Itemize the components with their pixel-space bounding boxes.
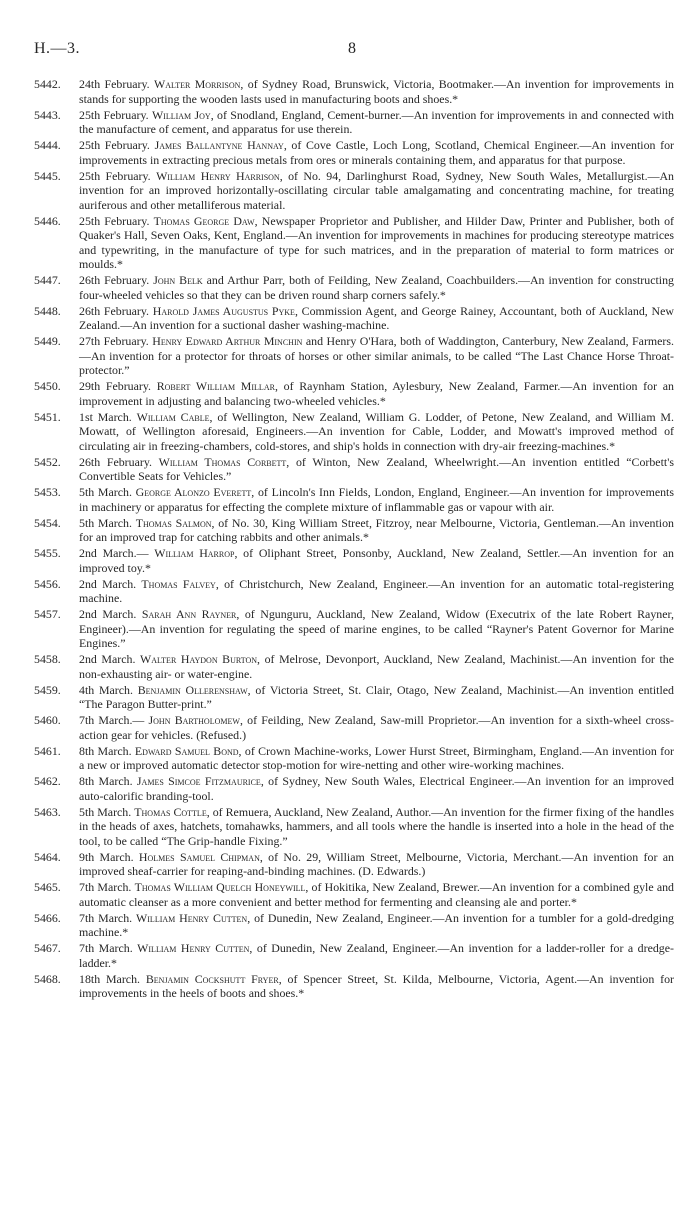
patent-entry [34,683,674,712]
entry-description: , of Sydney Road, Brunswick, Victoria, Bootmaker.—An invention for improvements in stands for supporting the wooden lasts used in manufacturing boots and shoes.* [79,77,674,106]
patent-entry [34,214,674,272]
patent-entry [34,169,674,213]
entry-number: 5452. [34,454,61,469]
entry-description: , of Feilding, New Zealand, Saw-mill Proprietor.—An invention for a sixth-wheel cross-action gear for vehicles. (Refused.) [79,713,674,742]
entry-description: and Henry O'Hara, both of Waddington, Canterbury, New Zealand, Farmers.—An invention for a protector for throats of horses or other similar animals, to be called “The Last Chance Horse Throat-protector.” [79,334,674,377]
entry-date: 7th March. [79,941,133,955]
entry-date: 25th February. [79,168,151,183]
entry-applicant: Henry Edward Arthur Minchin [152,334,303,348]
patent-entry [34,880,674,909]
patent-entry [34,516,674,545]
entry-description: , Commission Agent, and George Rainey, Accountant, both of Auckland, New Zealand.—An invention for a suctional dasher washing-machine. [79,303,674,332]
entry-applicant: Thomas William Quelch Honeywill [134,880,306,894]
entry-description: and Arthur Parr, both of Feilding, New Zealand, Coachbuilders.—An invention for constructing four-wheeled vehicles so that they can be driven round sharp corners safely.* [79,273,674,302]
entry-date: 25th February. [79,107,149,122]
entry-applicant: James Ballantyne Hannay [154,138,284,152]
entry-description: , of Sydney, New South Wales, Electrical Engineer.—An invention for an improved auto-calorific branding-tool. [79,774,674,803]
entry-applicant: Walter Haydon Burton [140,652,258,666]
entry-number: 5462. [34,774,61,788]
entry-date: 4th March. [79,682,133,697]
entry-date: 7th March.— [79,713,145,727]
page-header [34,40,670,62]
entry-applicant: Benjamin Cockshutt Fryer [145,971,279,986]
entry-applicant: William Thomas Corbett [158,454,287,469]
entry-date: 5th March. [79,804,132,819]
entry-description: , of Oliphant Street, Ponsonby, Auckland, New Zealand, Settler.—An invention for an improved toy.* [79,546,674,575]
entry-number: 5457. [34,607,61,621]
entry-description: , of Melrose, Devonport, Auckland, New Zealand, Machinist.—An invention for the non-exhausting air- or water-engine. [79,652,674,681]
entry-applicant: Thomas George Daw [153,213,255,228]
entry-description: , of Crown Machine-works, Lower Hurst Street, Birmingham, England.—An invention for a new or improved automatic detector stop-motion for wire-netting and other wire-working machines. [79,743,674,772]
entry-description: , of Raynham Station, Aylesbury, New Zealand, Farmer.—An invention for an improvement in adjusting and balancing two-wheeled vehicles.* [79,379,674,408]
patent-entry [34,138,674,167]
entry-applicant: Thomas Falvey [141,576,216,591]
entry-applicant: Edward Samuel Bond [134,743,239,758]
entry-description: , of Hokitika, New Zealand, Brewer.—An invention for a combined gyle and automatic cleanser as a more convenient and better method for fermenting and cleansing ale and porter.* [79,880,674,909]
entry-number: 5455. [34,546,61,560]
entry-applicant: Benjamin Ollerenshaw [137,682,248,697]
entry-date: 27th February. [79,334,149,348]
entry-date: 7th March. [79,880,132,894]
entry-number: 5465. [34,880,61,894]
entry-date: 26th February. [79,303,150,318]
entry-date: 7th March. [79,910,133,925]
entry-number: 5459. [34,682,61,697]
patent-entry [34,410,674,454]
entry-applicant: Holmes Samuel Chipman [138,849,260,864]
entry-applicant: William Henry Harrison [156,168,280,183]
entry-applicant: William Henry Cutten [136,910,248,925]
entry-applicant: Thomas Salmon [135,515,212,530]
entry-applicant: Harold James Augustus Pyke [152,303,295,318]
entry-number: 5442. [34,77,61,91]
entry-number: 5460. [34,713,61,727]
entry-applicant: James Simcoe Fitzmaurice [136,774,261,788]
patent-entry [34,273,674,302]
entry-number: 5468. [34,971,61,986]
entry-description: , of Lincoln's Inn Fields, London, England, Engineer.—An invention for improvements in machinery or apparatus for effecting the complete mixture of inflammable gas or vapour with air. [79,485,674,514]
entry-description: , of No. 29, William Street, Melbourne, Victoria, Merchant.—An invention for an improved sheaf-carrier for reaping-and-binding machines. (D. Edwards.) [79,849,674,878]
entry-date: 2nd March.— [79,546,149,560]
entry-date: 5th March. [79,515,132,530]
entry-applicant: John Bartholomew [148,713,240,727]
entry-description: , of Remuera, Auckland, New Zealand, Author.—An invention for the firmer fixing of the handles in the heads of axes, hatchets, tomahawks, hammers, and all tools where the handle is inserted into a hole in the head of the tool, to be called “The Grip-handle Fixing.” [79,804,674,848]
patent-entry [34,77,674,106]
entry-date: 9th March. [79,849,134,864]
entry-date: 18th March. [79,971,140,986]
entry-date: 8th March. [79,743,132,758]
patent-entry [34,713,674,742]
entry-applicant: Thomas Cottle [134,804,207,819]
patent-entry [34,607,674,651]
patent-list [34,77,674,1002]
entry-description: , of No. 94, Darlinghurst Road, Sydney, New South Wales, Metallurgist.—An invention for an improved horizontally-oscillating circular table amalgamating and concentrating machine, for treating auriferous and other metalliferous material. [79,168,674,212]
patent-entry [34,972,674,1001]
entry-number: 5464. [34,849,61,864]
entry-date: 8th March. [79,774,133,788]
entry-description: , of Dunedin, New Zealand, Engineer.—An invention for a ladder-roller for a dredge-ladder.* [79,941,674,970]
entry-applicant: William Henry Cutten [137,941,250,955]
entry-description: , of Winton, New Zealand, Wheelwright.—An invention entitled “Corbett's Convertible Seats for Vehicles.” [79,454,674,483]
entry-applicant: Walter Morrison [154,77,241,91]
entry-date: 29th February. [79,379,151,393]
entry-date: 2nd March. [79,652,136,666]
entry-description: , of No. 30, King William Street, Fitzroy, near Melbourne, Victoria, Gentleman.—An invention for an improved trap for catching rabbits and other animals.* [79,515,674,544]
patent-entry [34,108,674,137]
entry-number: 5449. [34,334,61,348]
entry-applicant: William Harrop [154,546,235,560]
entry-applicant: William Joy [151,107,211,122]
patent-entry [34,379,674,408]
patent-entry [34,941,674,970]
entry-applicant: Sarah Ann Rayner [141,607,237,621]
patent-entry [34,546,674,575]
entry-number: 5456. [34,576,61,591]
entry-date: 2nd March. [79,607,137,621]
entry-number: 5450. [34,379,61,393]
entry-applicant: George Alonzo Everett [135,485,252,499]
entry-number: 5454. [34,515,61,530]
entry-applicant: John Belk [153,273,203,287]
entry-description: , of Snodland, England, Cement-burner.—An invention for improvements in and connected with the manufacture of cement, and apparatus for use therein. [79,107,674,136]
entry-number: 5467. [34,941,61,955]
entry-date: 25th February. [79,138,150,152]
patent-entry [34,911,674,940]
entry-number: 5461. [34,743,61,758]
entry-number: 5446. [34,213,61,228]
patent-entry [34,485,674,514]
entry-description: , of Ngunguru, Auckland, New Zealand, Widow (Executrix of the late Robert Rayner, Engineer).—An invention for regulating the speed of marine engines, to be called “Rayner's Patent Governor for Marine Engines.” [79,607,674,650]
entry-description: , of Spencer Street, St. Kilda, Melbourne, Victoria, Agent.—An invention for improvements in the heels of boots and shoes.* [79,971,674,1000]
patent-entry [34,304,674,333]
entry-number: 5444. [34,138,61,152]
entry-number: 5458. [34,652,61,666]
entry-number: 5453. [34,485,61,499]
entry-date: 24th February. [79,77,150,91]
page-number: 8 [348,40,356,57]
patent-entry [34,805,674,849]
entry-description: , of Christchurch, New Zealand, Engineer.—An invention for an automatic total-registering machine. [79,576,674,605]
entry-number: 5448. [34,303,61,318]
patent-entry [34,744,674,773]
patent-entry [34,455,674,484]
entry-applicant: William Cable [136,409,210,424]
patent-entry [34,652,674,681]
entry-date: 1st March. [79,409,132,424]
entry-description: , of Wellington, New Zealand, William G. Lodder, of Petone, New Zealand, and William M. Mowatt, of Wellington aforesaid, Engineers.—An invention for Cable, Lodder, and Mowatt's improved method of circulating air in freezing-chambers, cold-stores, and ship's holds in connection with dry-air freezing-machines.* [79,409,674,453]
entry-description: , of Victoria Street, St. Clair, Otago, New Zealand, Machinist.—An invention entitled “The Paragon Butter-print.” [79,682,674,711]
entry-date: 5th March. [79,485,132,499]
entry-applicant: Robert William Millar [156,379,275,393]
entry-number: 5447. [34,273,61,287]
entry-number: 5451. [34,409,61,424]
document-code: H.—3. [34,40,81,57]
entry-date: 25th February. [79,213,150,228]
entry-date: 26th February. [79,454,152,469]
patent-entry [34,334,674,378]
entry-description: , of Cove Castle, Loch Long, Scotland, Chemical Engineer.—An invention for improvements in extracting precious metals from ores or minerals containing them, and apparatus for that purpose. [79,138,674,167]
entry-date: 26th February. [79,273,150,287]
entry-number: 5463. [34,804,61,819]
entry-description: , of Dunedin, New Zealand, Engineer.—An invention for a tumbler for a gold-dredging machine.* [79,910,674,939]
entry-number: 5445. [34,168,61,183]
patent-entry [34,774,674,803]
patent-entry [34,850,674,879]
patent-entry [34,577,674,606]
entry-date: 2nd March. [79,576,137,591]
entry-number: 5443. [34,107,61,122]
entry-number: 5466. [34,910,61,925]
entry-description: , Newspaper Proprietor and Publisher, and Hilder Daw, Printer and Publisher, both of Quaker's Hall, Seven Oaks, Kent, England.—An invention for improvements in machines for producing stereotype matrices and typewriting, in the manufacture of type for such matrices, and in the preparation of material to form matrices or moulds.* [79,213,674,271]
